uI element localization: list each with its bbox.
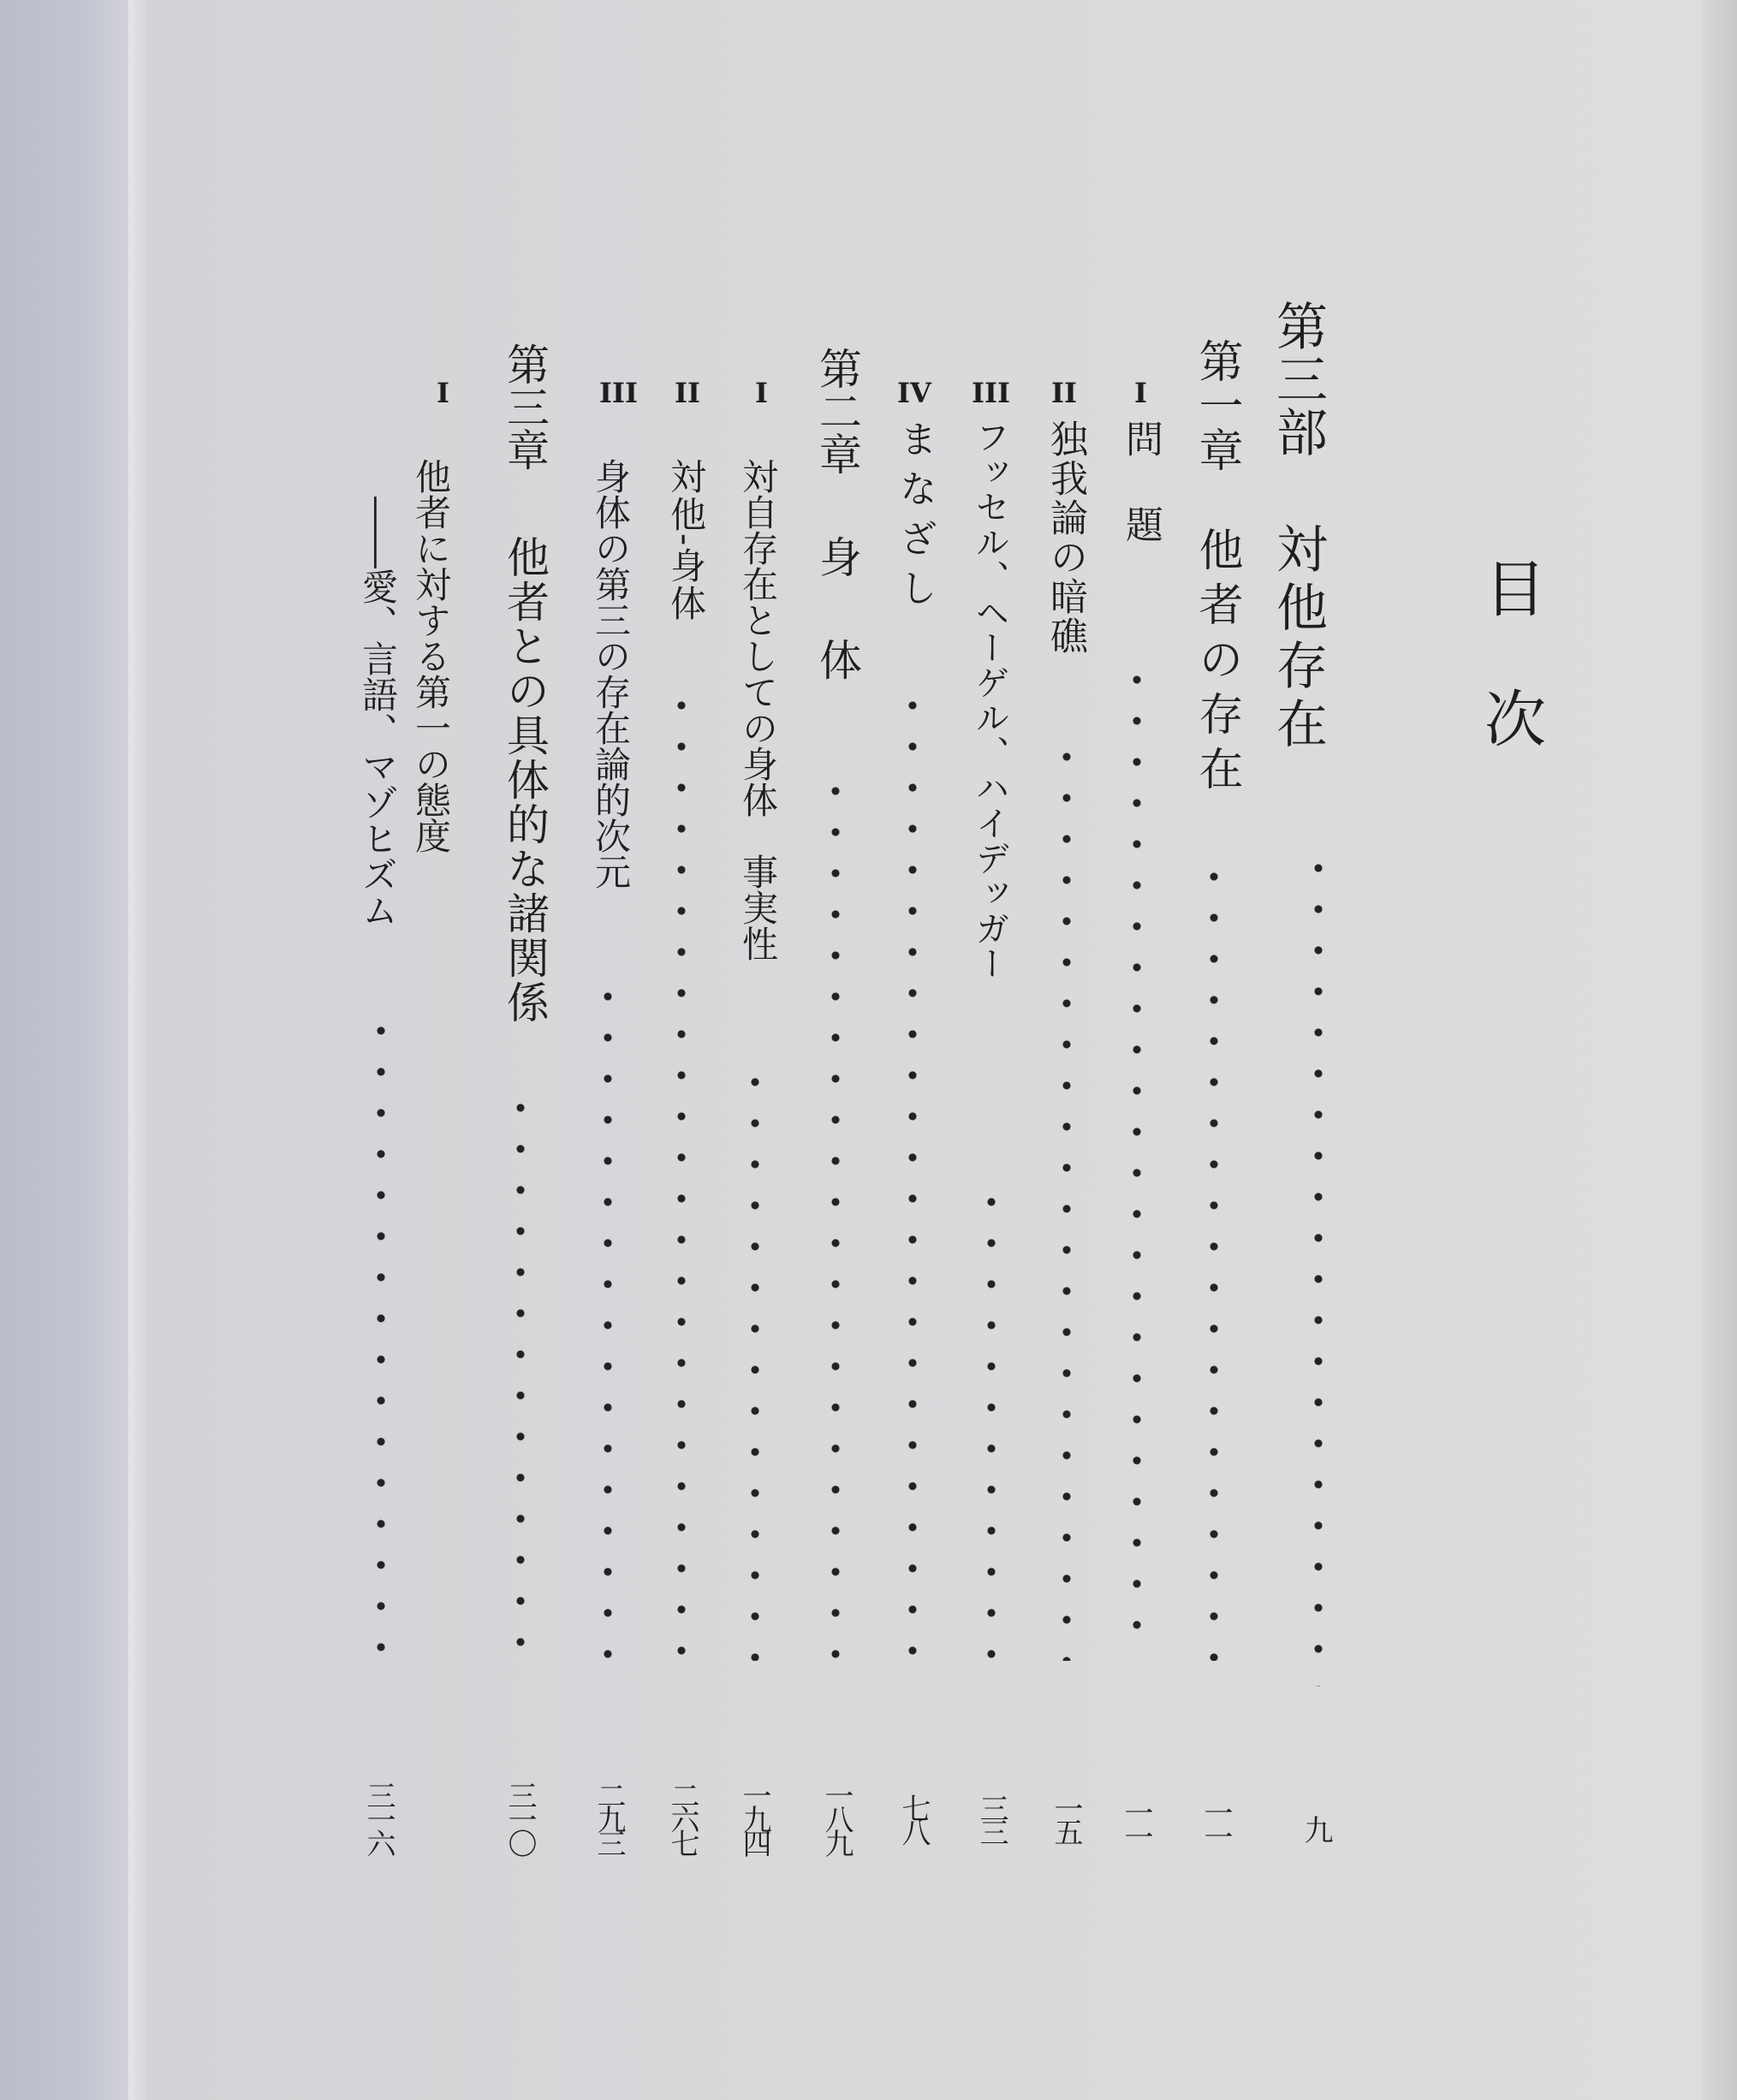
part-page: 九 [1299, 1815, 1333, 1839]
item-subtitle: ――愛、言語、マゾヒズム [357, 497, 399, 928]
chapter1-leader [1209, 856, 1219, 1661]
facing-page-edge [0, 0, 128, 2100]
chapter3-label: 第三章 [500, 342, 550, 471]
item-leader [907, 685, 918, 1661]
item-title: 対他‐身体 [665, 458, 707, 623]
item-page: 七八 [896, 1794, 931, 1841]
item-page: 二六七 [665, 1781, 699, 1853]
chapter2-label: 第二章 [812, 347, 862, 475]
item-number: I [437, 377, 449, 409]
chapter2-leader [830, 770, 841, 1661]
item-leader [750, 1062, 760, 1661]
item-page: 一五 [1049, 1794, 1083, 1841]
item-number: II [675, 377, 700, 409]
chapter2-title: 身 体 [812, 535, 862, 689]
page-title: 目次 [1474, 556, 1546, 817]
item-number: I [755, 377, 768, 409]
item-leader [986, 1181, 996, 1661]
chapter3-leader [515, 1087, 526, 1661]
item-number: II [1051, 377, 1077, 409]
item-title: 独我論の暗礁 [1044, 419, 1087, 656]
item-leader [1132, 659, 1142, 1661]
part-label: 第三部 [1268, 300, 1328, 459]
item-title: まなざし [893, 419, 937, 618]
item-page: 三三 [974, 1794, 1008, 1841]
item-page: 三一六 [361, 1781, 396, 1853]
item-title: 対自存在としての身体 事実性 [737, 458, 779, 961]
item-number: III [972, 377, 1010, 409]
chapter2-page: 一八九 [819, 1781, 854, 1853]
item-title: 問 題 [1119, 419, 1163, 548]
chapter1-page: 一一 [1199, 1798, 1233, 1846]
part-leader [1313, 848, 1324, 1687]
item-number: I [1134, 377, 1147, 409]
part-title: 対他存在 [1268, 522, 1328, 755]
item-page: 二九三 [592, 1781, 626, 1853]
chapter1-title: 他者の存在 [1191, 526, 1242, 800]
chapter3-page: 三一〇 [503, 1781, 537, 1853]
item-title: フッセル、ヘーゲル、ハイデッガー [970, 419, 1009, 981]
page-edge-shadow [1703, 0, 1737, 2100]
item-title: 他者に対する第一の態度 [410, 458, 452, 854]
item-leader [1062, 736, 1072, 1661]
item-leader [603, 976, 613, 1661]
item-page: 一一 [1119, 1798, 1153, 1846]
toc-page [146, 0, 1708, 2100]
page-gutter [128, 0, 146, 2100]
item-number: IV [897, 377, 931, 409]
item-leader [676, 685, 687, 1661]
chapter3-title: 他者との具体的な諸関係 [500, 535, 550, 1025]
item-page: 一九四 [737, 1781, 771, 1853]
item-leader [376, 1010, 386, 1661]
chapter1-label: 第一章 [1191, 338, 1242, 472]
item-title: 身体の第三の存在論的次元 [590, 458, 632, 889]
item-number: III [599, 377, 638, 409]
